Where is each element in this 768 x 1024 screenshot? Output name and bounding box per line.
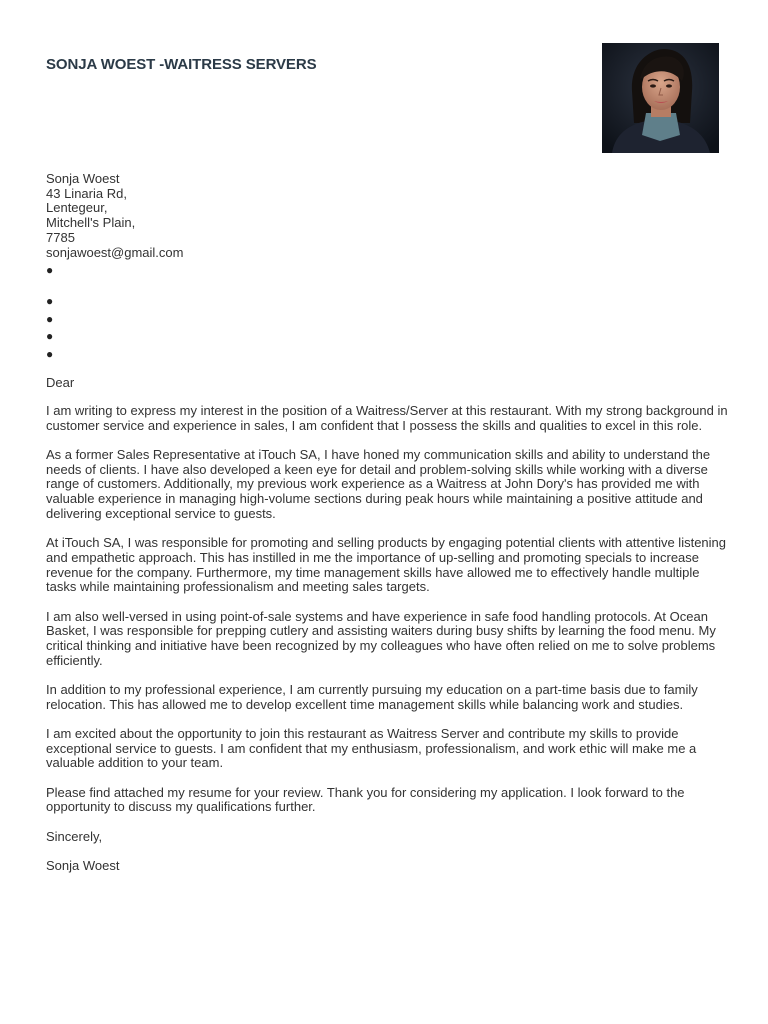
address-line-2: Lentegeur, (46, 200, 108, 216)
letter-body (46, 404, 730, 888)
address-line-3: Mitchell's Plain, (46, 215, 136, 231)
sender-contact (46, 172, 183, 260)
paragraph-3: At iTouch SA, I was responsible for promoting and selling products by engaging potential clients with attentive listening and empathetic approach. This has instilled in me the importance of up-selling and promoting specials to increase revenue for the company. Furthermore, my time management skills have allowed me to effectively handle multiple tasks while maintaining professionalism and meeting sales targets. (46, 535, 726, 595)
closing: Sincerely, (46, 828, 103, 844)
salutation: Dear (46, 375, 75, 390)
bullet-1: ● (46, 263, 54, 277)
email-address[interactable]: sonjawoest@gmail.com (46, 244, 184, 260)
postal-code: 7785 (46, 229, 75, 245)
profile-photo (602, 43, 719, 153)
bullet-5: ● (46, 347, 54, 361)
sender-name: Sonja Woest (46, 171, 120, 186)
page-title: SONJA WOEST -WAITRESS SERVERS (46, 56, 317, 73)
bullet-2: ● (46, 294, 54, 308)
paragraph-2: As a former Sales Representative at iTouch SA, I have honed my communication skills and ability to understand the needs of clients. I have also developed a keen eye for detail and problem-solving skills while working with a diverse range of customers. Additionally, my previous work experience as a Waitress at John Dory's has provided me with valuable experience in managing high-volume sections during peak hours while maintaining a positive attitude and delivering exceptional service to guests. (46, 447, 711, 521)
paragraph-1: I am writing to express my interest in the position of a Waitress/Server at this restaurant. With my strong background in customer service and experience in sales, I am confident that I possess the skills and qualities to excel in this role. (46, 403, 728, 433)
paragraph-6: I am excited about the opportunity to join this restaurant as Waitress Server and contribute my skills to provide exceptional service to guests. I am confident that my enthusiasm, professionalism, and work ethic will make me a valuable addition to your team. (46, 725, 697, 771)
paragraph-7: Please find attached my resume for your review. Thank you for considering my application. I look forward to the opportunity to discuss my qualifications further. (46, 784, 685, 815)
bullet-4: ● (46, 329, 54, 343)
signature: Sonja Woest (46, 857, 120, 873)
paragraph-5: In addition to my professional experience, I am currently pursuing my education on a part-time basis due to family relocation. This has allowed me to develop excellent time management skills while balancing work and studies. (46, 681, 698, 712)
address-line-1: 43 Linaria Rd, (46, 185, 127, 201)
bullet-3: ● (46, 312, 54, 326)
paragraph-4: I am also well-versed in using point-of-sale systems and have experience in safe food handling protocols. At Ocean Basket, I was responsible for prepping cutlery and assisting waiters during busy shifts by learning the food menu. My critical thinking and initiative have been recognized by my colleagues who have often relied on me to solve problems efficiently. (46, 608, 716, 668)
